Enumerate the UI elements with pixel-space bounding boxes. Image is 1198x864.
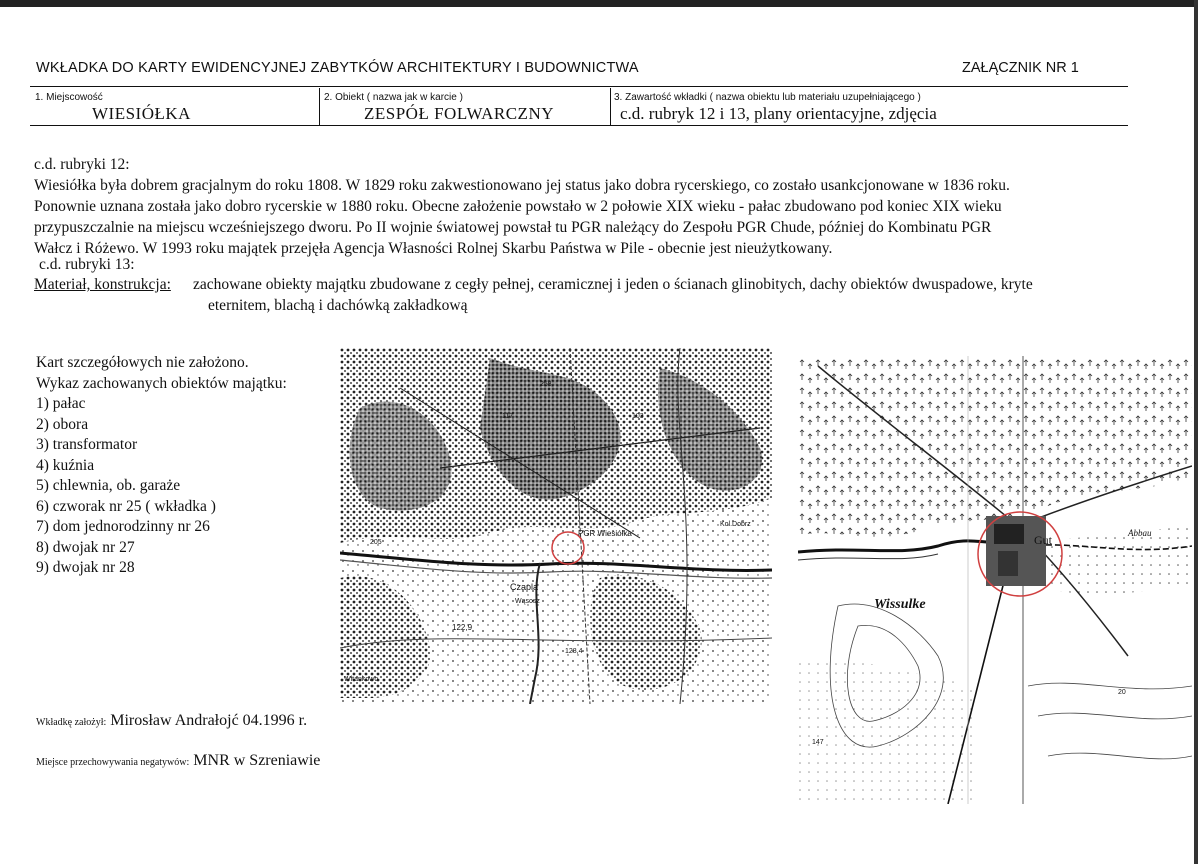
map-left-drawing: [340, 348, 772, 704]
author-label: Wkładkę założył:: [36, 717, 107, 728]
topographic-map-right: [798, 356, 1192, 804]
author-value: Mirosław Andrałojć 04.1996 r.: [110, 712, 308, 729]
table-divider-2: [610, 88, 611, 126]
topographic-map-left: [340, 348, 772, 704]
map-label: Wissulke: [874, 597, 926, 612]
list-item: 6) czworak nr 25 ( wkładka ): [36, 497, 216, 515]
map-label: 147: [812, 739, 824, 746]
section-13-heading: c.d. rubryki 13:: [39, 256, 135, 273]
map-label: 258: [540, 381, 552, 388]
contents-value: c.d. rubryk 12 i 13, plany orientacyjne, zdjęcia: [620, 104, 937, 123]
list-item: 3) transformator: [36, 436, 138, 453]
annex-number: ZAŁĄCZNIK NR 1: [962, 60, 1079, 76]
material-label: Materiał, konstrukcja:: [34, 276, 171, 293]
place-value: WIESIÓŁKA: [92, 104, 191, 123]
list-item: 9) dwojak nr 28: [36, 559, 135, 576]
list-item: 4) kuźnia: [36, 456, 95, 474]
scan-edge-right: [1194, 0, 1198, 864]
table-top-line: [30, 86, 1128, 87]
section-12-line: Wiesiółka była dobrem gracjalnym do roku 1808. W 1829 roku zakwestionowano jej status jako dobra rycerskiego, co zostało usankcjonowane w 1836 roku.: [34, 177, 1010, 194]
section-12-line: Wałcz i Różewo. W 1993 roku majątek przejęła Agencja Własności Rolnej Skarbu Państwa w Pile - obecnie jest nieużytkowany.: [34, 240, 833, 257]
map-label: Abbau: [1128, 528, 1152, 538]
place-label: 1. Miejscowość: [35, 92, 103, 103]
document-title: WKŁADKA DO KARTY EWIDENCYJNEJ ZABYTKÓW ARCHITEKTURY I BUDOWNICTWA: [36, 60, 639, 76]
list-item: 1) pałac: [36, 395, 86, 412]
table-divider-1: [319, 88, 320, 126]
material-line-2: eternitem, blachą i dachówką zakładkową: [208, 297, 468, 314]
section-12-heading: c.d. rubryki 12:: [34, 156, 130, 173]
storage-label: Miejsce przechowywania negatywów:: [36, 757, 190, 768]
table-bottom-line: [30, 125, 1128, 126]
list-intro: Kart szczegółowych nie założono.: [36, 354, 249, 371]
map-label: 117: [502, 413, 514, 420]
list-item: 5) chlewnia, ob. garaże: [36, 477, 181, 494]
section-12-line: Ponownie uznana została jako dobro rycerskie w 1880 roku. Obecne założenie powstało w 2 połowie XIX wieku - pałac zbudowano pod koniec XIX wieku: [34, 198, 1002, 215]
list-intro: Wykaz zachowanych obiektów majątku:: [36, 374, 287, 392]
map-label: 122,9: [452, 623, 473, 632]
map-label: PGR Wiesiółka: [578, 529, 632, 538]
object-label: 2. Obiekt ( nazwa jak w karcie ): [324, 92, 463, 103]
object-value: ZESPÓŁ FOLWARCZNY: [364, 104, 554, 123]
map-label: 128,4: [565, 648, 583, 655]
map-label: Wąsosz: [515, 598, 540, 605]
section-12: [34, 154, 1144, 259]
list-item: 8) dwojak nr 27: [36, 538, 135, 556]
map-label: 205: [370, 539, 382, 546]
map-label: 20: [1118, 689, 1126, 696]
contents-label: 3. Zawartość wkładki ( nazwa obiektu lub materiału uzupełniającego ): [614, 92, 921, 103]
object-list: [36, 353, 287, 579]
material-line-1: zachowane obiekty majątku zbudowane z cegły pełnej, ceramicznej i jeden o ścianach glinobitych, dachy obiektów dwuspadowe, kryte: [193, 276, 1033, 293]
map-label: Witankowo: [344, 676, 379, 683]
list-item: 2) obora: [36, 415, 89, 433]
map-label: 103: [632, 413, 644, 420]
storage-value: MNR w Szreniawie: [193, 752, 321, 769]
section-12-line: przypuszczalnie na miejscu wcześniejszego dworu. Po II wojnie światowej powstał tu PGR należący do Zespołu PGR Chude, później do Kombinatu PGR: [34, 219, 992, 236]
map-label: Czapla: [510, 582, 539, 592]
list-item: 7) dom jednorodzinny nr 26: [36, 518, 210, 535]
map-right-drawing: [798, 356, 1192, 804]
map-label: Gut: [1034, 533, 1052, 547]
author-line: [36, 712, 307, 730]
map-label: Kol.Dobrz: [720, 521, 751, 528]
storage-line: [36, 752, 320, 770]
scan-edge-top: [0, 0, 1198, 7]
